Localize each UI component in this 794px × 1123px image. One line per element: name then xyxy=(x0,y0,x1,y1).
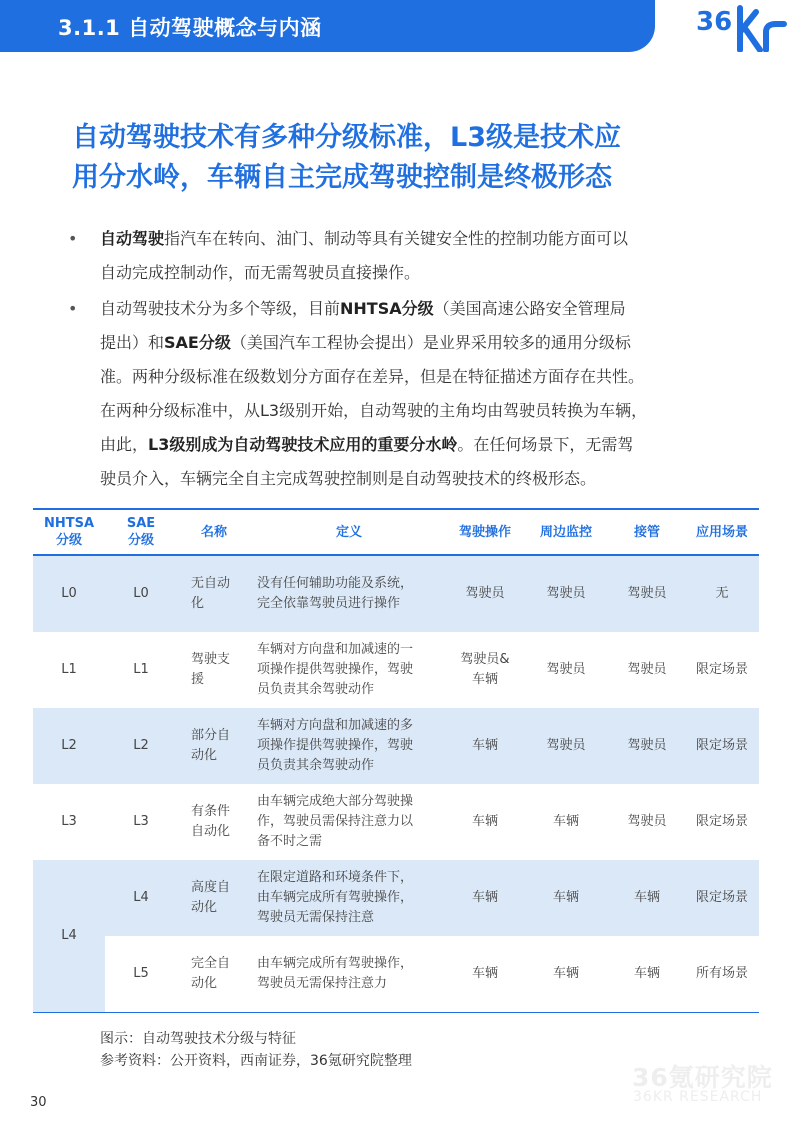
figure-title: 图示：自动驾驶技术分级与特征 xyxy=(100,1031,296,1047)
cell-monitoring: 驾驶员 xyxy=(523,708,609,784)
cell-sae: L5 xyxy=(105,936,177,1013)
cell-sae: L0 xyxy=(105,555,177,632)
page-number: 30 xyxy=(30,1095,47,1110)
cell-nhtsa: L0 xyxy=(33,555,105,632)
headline-line-2: 用分水岭，车辆自主完成驾驶控制是终极形态 xyxy=(72,162,612,193)
bullet-text: （美国汽车工程协会提出）是业界采用较多的通用分级标 xyxy=(230,333,631,352)
cell-sae: L1 xyxy=(133,662,149,677)
table-row xyxy=(33,936,759,1013)
headline-line-1: 自动驾驶技术有多种分级标准，L3级是技术应 xyxy=(72,122,621,153)
cell-driving: 车辆 xyxy=(447,860,523,936)
col-header-monitoring: 周边监控 xyxy=(523,509,609,555)
cell-scenario: 限定场景 xyxy=(695,662,748,677)
bullet-text: 在两种分级标准中，从L3级别开始，自动驾驶的主角均由驾驶员转换为车辆， xyxy=(100,401,648,420)
cell-name: 完全自 动化 xyxy=(177,936,251,1013)
cell-takeover: 车辆 xyxy=(609,860,685,936)
col-header-definition: 定义 xyxy=(251,509,447,555)
bullet-text: （美国高速公路安全管理局 xyxy=(433,299,626,318)
cell-sae: L2 xyxy=(105,708,177,784)
cell-scenario: 限定场景 xyxy=(685,708,759,784)
cell-monitoring: 驾驶员 xyxy=(523,555,609,632)
watermark-cn: 36氪研究院 xyxy=(632,1063,773,1092)
cell-takeover: 驾驶员 xyxy=(627,814,667,829)
cell-name: 高度自 动化 xyxy=(177,860,251,936)
cell-monitoring: 车辆 xyxy=(552,814,579,829)
cell-monitoring: 车辆 xyxy=(523,860,609,936)
bullet-text: 指汽车在转向、油门、制动等具有关键安全性的控制功能方面可以 xyxy=(164,229,629,248)
svg-text:36: 36 xyxy=(696,7,733,37)
cell-definition: 没有任何辅助功能及系统， 完全依靠驾驶员进行操作 xyxy=(251,555,447,632)
cell-driving: 驾驶员 xyxy=(447,555,523,632)
cell-definition: 车辆对方向盘和加减速的一 项操作提供驾驶操作，驾驶 员负责其余驾驶动作 xyxy=(257,642,414,697)
cell-monitoring: 驾驶员 xyxy=(546,662,586,677)
bullet-dot-icon: • xyxy=(68,229,78,248)
bullet-text: 自动完成控制动作，而无需驾驶员直接操作。 xyxy=(100,263,421,282)
cell-scenario: 无 xyxy=(685,555,759,632)
cell-sae: L4 xyxy=(105,860,177,936)
section-title: 3.1.1 自动驾驶概念与内涵 xyxy=(58,16,322,40)
table-header-row xyxy=(33,509,759,555)
header-bar xyxy=(0,0,655,52)
levels-table xyxy=(33,508,759,1013)
col-header-sae: SAE 分级 xyxy=(105,509,177,555)
bullet-text: 准。两种分级标准在级数划分方面存在差异，但是在特征描述方面存在共性。 xyxy=(100,367,645,386)
cell-name: 驾驶支 援 xyxy=(191,652,231,687)
term-sae: SAE分级 xyxy=(164,333,231,352)
cell-name: 有条件 自动化 xyxy=(191,804,231,839)
cell-driving: 驾驶员& 车辆 xyxy=(460,652,510,687)
36kr-logo xyxy=(694,0,794,52)
table-row xyxy=(33,708,759,784)
cell-name: 部分自 动化 xyxy=(177,708,251,784)
col-header-name: 名称 xyxy=(177,509,251,555)
cell-driving: 车辆 xyxy=(447,936,523,1013)
cell-takeover: 驾驶员 xyxy=(609,555,685,632)
table-row xyxy=(33,632,759,708)
source-note: 参考资料：公开资料，西南证券，36氪研究院整理 xyxy=(100,1053,412,1069)
cell-takeover: 车辆 xyxy=(609,936,685,1013)
watermark-en: 36KR RESEARCH xyxy=(633,1089,763,1105)
cell-sae: L3 xyxy=(133,814,149,829)
cell-driving: 车辆 xyxy=(447,708,523,784)
cell-takeover: 驾驶员 xyxy=(609,708,685,784)
cell-name: 无自动 化 xyxy=(177,555,251,632)
col-header-nhtsa: NHTSA 分级 xyxy=(33,509,105,555)
bullet-dot-icon: • xyxy=(68,299,78,318)
table-row xyxy=(33,555,759,632)
bullet-item xyxy=(66,222,746,290)
cell-definition: 在限定道路和环境条件下， 由车辆完成所有驾驶操作， 驾驶员无需保持注意 xyxy=(251,860,447,936)
cell-definition: 由车辆完成所有驾驶操作， 驾驶员无需保持注意力 xyxy=(251,936,447,1013)
cell-definition: 车辆对方向盘和加减速的多 项操作提供驾驶操作，驾驶 员负责其余驾驶动作 xyxy=(251,708,447,784)
col-header-driving: 驾驶操作 xyxy=(447,509,523,555)
cell-scenario: 限定场景 xyxy=(685,860,759,936)
cell-definition: 由车辆完成绝大部分驾驶操 作，驾驶员需保持注意力以 备不时之需 xyxy=(257,794,414,849)
term-autonomous-driving: 自动驾驶 xyxy=(100,229,165,248)
bullet-text: 提出）和 xyxy=(100,333,165,352)
cell-driving: 车辆 xyxy=(471,814,498,829)
bullet-text: 自动驾驶技术分为多个等级，目前 xyxy=(100,299,341,318)
cell-scenario: 限定场景 xyxy=(695,814,748,829)
headline xyxy=(72,118,752,198)
key-statement: L3级别成为自动驾驶技术应用的重要分水岭 xyxy=(148,435,458,454)
bullet-text: 由此， xyxy=(100,435,149,454)
term-nhtsa: NHTSA分级 xyxy=(340,299,434,318)
bullet-text: 。在任何场景下，无需驾 xyxy=(457,435,634,454)
bullet-text: 驶员介入，车辆完全自主完成驾驶控制则是自动驾驶技术的终极形态。 xyxy=(100,469,597,488)
cell-nhtsa: L3 xyxy=(61,814,77,829)
col-header-scenario: 应用场景 xyxy=(685,509,759,555)
cell-nhtsa: L4 xyxy=(33,860,105,1013)
bullet-list xyxy=(66,222,746,498)
cell-monitoring: 车辆 xyxy=(523,936,609,1013)
cell-nhtsa: L1 xyxy=(61,662,77,677)
cell-takeover: 驾驶员 xyxy=(627,662,667,677)
cell-nhtsa: L2 xyxy=(33,708,105,784)
cell-scenario: 所有场景 xyxy=(685,936,759,1013)
bullet-item xyxy=(66,292,746,496)
table-row xyxy=(33,784,759,860)
figure-caption xyxy=(100,1028,412,1072)
table-row xyxy=(33,860,759,936)
col-header-takeover: 接管 xyxy=(609,509,685,555)
